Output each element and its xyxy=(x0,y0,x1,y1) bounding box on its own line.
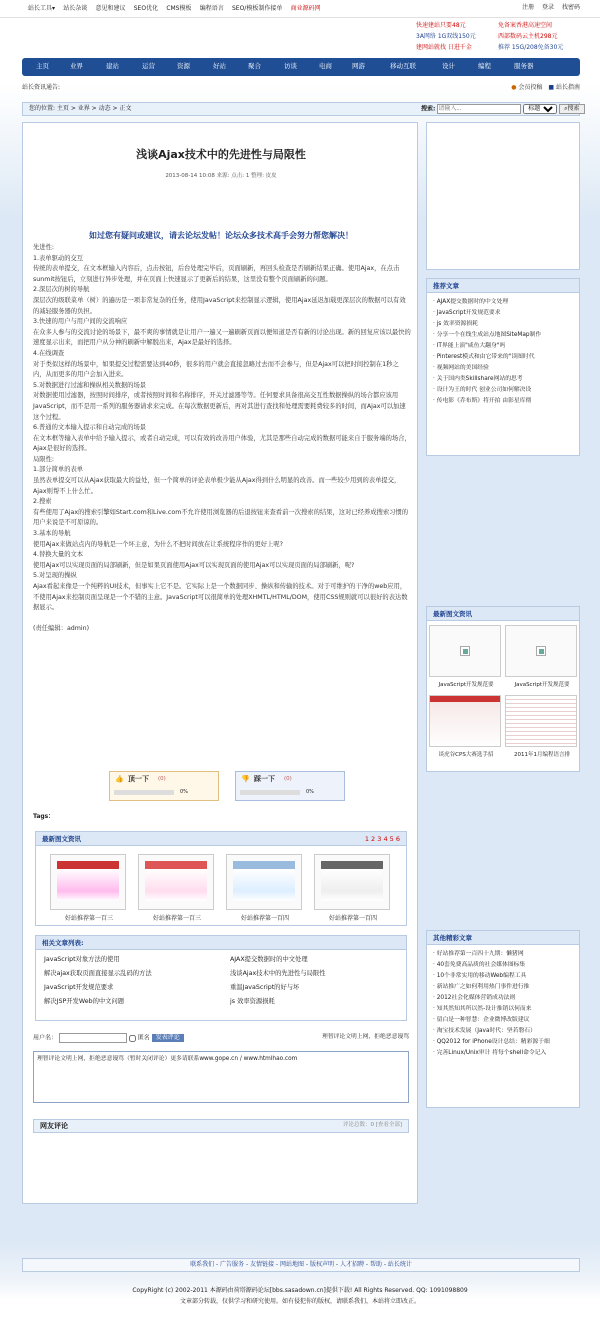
net-comments-bar xyxy=(33,1119,409,1133)
related-item[interactable]: 解决JSP开发Web的中文问题 xyxy=(44,998,125,1005)
vote-up-bar xyxy=(114,790,174,795)
side-thumbnail[interactable] xyxy=(505,625,577,688)
more-articles-header: 其他精彩文章 xyxy=(427,931,579,945)
related-item[interactable]: AJAX提交数据时的中文处理 xyxy=(230,956,308,963)
thumbnail[interactable] xyxy=(50,854,126,922)
vote-down-percent: 0% xyxy=(306,789,314,795)
article-paragraph: 深层次的级联菜单（树）的遍历是一项非常复杂的任务，使用JavaScript来控制显示逻辑，使用Ajax延迟加载更深层次的数据可以有效的减轻服务器的负担。 xyxy=(33,296,406,315)
article-paragraph: 先进性: xyxy=(33,244,55,251)
recommend-list xyxy=(427,293,579,411)
latest-pics-header xyxy=(36,832,406,846)
more-article-item[interactable]: · 知其然知其所以然-设计推销以何而来 xyxy=(433,1004,573,1015)
article-paragraph: 2.搜索 xyxy=(33,498,52,506)
ad-link[interactable]: 推荐 15G/208免备30元 xyxy=(498,44,564,51)
footer-links[interactable]: 联系我们 - 广告服务 - 友情链接 - 网站地图 - 版权声明 - 人才招聘 - 帮助 - 站长统计 xyxy=(22,1258,580,1272)
recommend-item[interactable]: · 设计为王的时代 创业公司如何解决设 xyxy=(433,385,573,396)
article-paragraph: 虽然表单提交可以从Ajax获取最大的益处，但一个简单的评论表单极少能从Ajax得到什么明显的改善。而一些较少用到的表单提交，Ajax则帮不上什么忙。 xyxy=(33,477,401,495)
article-paragraph: 3.基本的导航 xyxy=(33,530,71,538)
search-type-select[interactable] xyxy=(523,104,557,114)
forgot-password-link[interactable]: 找密码 xyxy=(561,4,580,11)
article-paragraph: (责任编辑：admin) xyxy=(33,624,90,632)
side-thumbnail-caption[interactable]: JavaScript开发规范要 xyxy=(438,682,494,688)
article-paragraph: 传统的表单提交，在文本框输入内容后，点击按钮，后台处理完毕后，页面刷新，再回头检查是否刷新结果正确。使用Ajax，在点击sunmit按钮后，立刻进行异步处理，并在页面上快速显示了更新后的结果，这里没有整个页面刷新的问题。 xyxy=(33,265,400,283)
nav-item[interactable]: 聚合 xyxy=(248,62,261,70)
search-form xyxy=(421,104,585,114)
submit-comment-button[interactable]: 发表评论 xyxy=(152,1034,184,1042)
nav-item[interactable]: 好站 xyxy=(213,62,226,70)
vote-up-percent: 0% xyxy=(180,789,188,795)
related-item[interactable]: 浅谈Ajax技术中的先进性与局限性 xyxy=(230,970,326,977)
search-input[interactable] xyxy=(437,104,521,114)
top-link[interactable]: 编程语言 xyxy=(199,5,224,12)
recommend-item[interactable]: · js 效率资源损耗 xyxy=(433,319,573,330)
article-paragraph: 局限性: xyxy=(33,455,55,463)
thumbnail-caption[interactable]: 好站推荐第一百三 xyxy=(64,915,113,922)
recommend-item[interactable]: · 分享一个在线生成站点地图SiteMap制作 xyxy=(433,330,573,341)
article-paragraph: 1.部分简单的表单 xyxy=(33,466,84,474)
article-paragraph: 在众多人参与的交流讨论的场景下，最不爽的事情就是让用户一遍又一遍刷新页面以便知道是否有新的讨论出现。新的回复应该以最快的速度显示出来，而把用户从分神的刷新中解脱出来，Ajax是最好的选择。 xyxy=(33,328,411,347)
broken-image-icon xyxy=(460,646,470,656)
thumbnail[interactable] xyxy=(314,854,390,922)
breadcrumb-bar xyxy=(22,102,580,116)
nav-item[interactable]: 运营 xyxy=(142,62,155,70)
article-paragraph: 使用Ajax可以实现页面的局部刷新，但是如果页面使用Ajax可以实现页面的使用Ajax可以实现页面的局部刷新，呢? xyxy=(33,561,355,569)
side-pics-header: 最新图文资讯 xyxy=(427,607,579,621)
article-paragraph: 4.在线调查 xyxy=(33,349,65,357)
related-item[interactable]: 重温JavaScript的好与坏 xyxy=(230,984,300,991)
nav-item[interactable]: 网游 xyxy=(352,62,365,70)
nav-item[interactable]: 电商 xyxy=(319,62,332,70)
recommend-item[interactable]: · 传电影《乔布斯》将开拍 由影星库彻 xyxy=(433,396,573,407)
related-item[interactable]: 解决ajax获取页面直接显示乱码的方法 xyxy=(44,970,152,977)
more-article-item[interactable]: · 新站推广之如何利用热门事件进行推 xyxy=(433,982,573,993)
recommend-item[interactable]: · IT界能上演"咸鱼大翻身"吗 xyxy=(433,341,573,352)
vote-up-label: 顶一下 xyxy=(128,775,149,783)
net-comments-title: 网友评论 xyxy=(40,1122,68,1130)
article-body xyxy=(33,243,411,634)
side-thumbnail[interactable] xyxy=(429,695,501,758)
register-link[interactable]: 注册 xyxy=(522,4,535,11)
ad-links xyxy=(414,20,580,54)
top-bar xyxy=(0,0,600,18)
side-thumbnail[interactable] xyxy=(429,625,501,688)
thumbnail[interactable] xyxy=(226,854,302,922)
side-thumbnail-caption[interactable]: JavaScript开发规范要 xyxy=(514,682,570,688)
thumbnail[interactable] xyxy=(138,854,214,922)
ad-link[interactable]: 快速建站只要48元 xyxy=(416,22,466,29)
thumb-down-icon: 👎 xyxy=(241,775,250,783)
side-thumbnail-caption[interactable]: 2011年1月编程语言排 xyxy=(514,752,570,758)
ad-link[interactable]: 建网站就找 日进千金 xyxy=(416,44,472,51)
top-link[interactable]: SEO优化 xyxy=(133,5,159,12)
more-article-item[interactable]: · 40套免费高品质的社会媒体图标集 xyxy=(433,960,573,971)
more-article-item[interactable]: · 好站推荐第一百四十九期：懒猪网 xyxy=(433,949,573,960)
nav-item[interactable]: 主页 xyxy=(36,62,49,70)
welcome-right xyxy=(511,84,580,92)
nav-item[interactable]: 移动互联 xyxy=(390,62,416,70)
article-panel xyxy=(22,122,418,1204)
article-paragraph: 在文本框等输入表单中给予输入提示，或者自动完成，可以有效的改善用户体验，尤其是那些自动完成的数据可能来自于服务端的场合，Ajax是很好的选择。 xyxy=(33,434,411,453)
article-paragraph: Ajax看起来像是一个纯粹的UI技术，但事实上它不是。它实际上是一个数据同步、操纵和传输的技术。对于可维护的干净的web应用，不使用Ajax来控制页面呈现是一个不错的主意。JavaScript可以很简单的处理XHMTL/HTML/DOM，使用CSS规则就可以很好的表达数据显示。 xyxy=(33,583,408,612)
related-item[interactable]: js 效率资源损耗 xyxy=(230,998,275,1005)
nav-item[interactable]: 访谈 xyxy=(284,62,297,70)
latest-pics-title: 最新图文资讯 xyxy=(42,835,81,843)
vote-down-count: (0) xyxy=(284,776,292,782)
related-item[interactable]: JavaScript开发规范要求 xyxy=(44,984,114,991)
more-article-item[interactable]: · QQ2012 for iPhone设计总结：精彩源于细 xyxy=(433,1037,573,1048)
recommend-header: 推荐文章 xyxy=(427,279,579,293)
comment-section xyxy=(33,1033,409,1130)
recommend-item[interactable]: · JavaScript开发规范要求 xyxy=(433,308,573,319)
top-link[interactable]: 站长工具▾ xyxy=(28,5,56,12)
more-article-item[interactable]: · 完善Linux/Unix审计 将每个shell命令记入 xyxy=(433,1048,573,1059)
guide-icon: ■ xyxy=(548,84,555,91)
side-thumbnail-caption[interactable]: 谈虎谷CPS大赛选手招 xyxy=(438,752,494,758)
top-link[interactable]: CMS模板 xyxy=(166,5,192,12)
thumbnail-caption[interactable]: 好站推荐第一百三 xyxy=(152,915,201,922)
more-articles-list xyxy=(427,945,579,1063)
nav-item[interactable]: 建站 xyxy=(106,62,119,70)
account-links xyxy=(516,4,580,12)
top-link[interactable]: 意见和建议 xyxy=(95,5,126,12)
sidebar-ad xyxy=(426,122,580,270)
broken-image-icon xyxy=(536,646,546,656)
article-paragraph: 6.普通的文本输入提示和自动完成的场景 xyxy=(33,424,147,432)
nav-item[interactable]: 业界 xyxy=(70,62,83,70)
recommend-item[interactable]: · 视频网站的美国经验 xyxy=(433,363,573,374)
vote-down-label: 踩一下 xyxy=(254,775,275,783)
top-link[interactable]: SEO/模板制作接单 xyxy=(231,5,283,12)
vote-up-box[interactable] xyxy=(109,771,219,801)
ad-link[interactable]: 免备案香港高速空间 xyxy=(498,22,553,29)
login-link[interactable]: 登录 xyxy=(542,4,555,11)
article-meta: 2013-08-14 10:08 来源: 点击: 1 整理: 皮皮 xyxy=(165,173,277,179)
user-icon: ● xyxy=(511,84,517,91)
search-icon: ⌕ xyxy=(564,105,568,112)
more-article-item[interactable]: · 留白是一种智慧：企业微博改版建议 xyxy=(433,1015,573,1026)
related-header: 相关文章列表: xyxy=(36,936,406,950)
main-nav xyxy=(22,58,580,76)
username-label: 用户名： xyxy=(33,1034,58,1042)
side-thumbnail[interactable] xyxy=(505,695,577,758)
tags-label: Tags： xyxy=(33,813,55,820)
more-articles-box xyxy=(426,930,580,1108)
article-paragraph: 5.对呈现的操纵 xyxy=(33,572,77,580)
article-paragraph: 4.替换大量的文本 xyxy=(33,551,84,559)
search-button[interactable]: ⌕搜索 xyxy=(559,104,584,114)
article-paragraph: 2.深层次的树的导航 xyxy=(33,286,90,294)
latest-pics-box xyxy=(35,831,407,926)
vote-up-count: (0) xyxy=(158,776,166,782)
webmaster-guide-link[interactable]: 站长指南 xyxy=(555,84,580,91)
thumbnail-caption[interactable]: 好站推荐第一百四 xyxy=(240,915,289,922)
breadcrumb[interactable]: 您的位置: 主页 > 业界 > 动态 > 正文 xyxy=(29,105,132,112)
ad-link[interactable]: 西部数码云主机298元 xyxy=(498,33,558,40)
promo-link[interactable]: 商业源码网 xyxy=(290,5,321,12)
comment-count[interactable]: 评论总数：0 [查看全部] xyxy=(342,1122,402,1128)
vote-down-box[interactable] xyxy=(235,771,345,801)
article-paragraph: 使用Ajax来做站点内的导航是一个坏主意，为什么不把时间放在让系统程序作的更好上呢? xyxy=(33,540,283,548)
copyright-text: CopyRight (c) 2002-2011 本源码由荷塔源码论坛[bbs.sasadown.cn]提供下载! All Rights Reserved. QQ: 1091098809 xyxy=(132,1287,468,1294)
top-link[interactable]: 站长杂谈 xyxy=(63,5,88,12)
recommend-item[interactable]: · Pinterest模式和由它带来的"读图时代 xyxy=(433,352,573,363)
recommend-box xyxy=(426,278,580,456)
submit-article-link[interactable]: 会员投稿 xyxy=(518,84,543,91)
ad-link[interactable]: 3A网络 1G双线150元 xyxy=(416,33,476,40)
forum-notice: 如过您有疑问或建议，请去论坛发帖！论坛众多技术高手会努力帮您解决！ xyxy=(89,231,353,240)
side-pics-box xyxy=(426,606,580,772)
nav-item[interactable]: 设计 xyxy=(442,62,455,70)
thumb-up-icon: 👍 xyxy=(115,775,124,783)
article-paragraph: 1.表单驱动的交互 xyxy=(33,254,84,262)
article-paragraph: 有些使用了Ajax的搜索引擎如Start.com和Live.com不允许使用浏览器的后退按钮来查看前一次搜索的结果，这对已经养成搜索习惯的用户来说是不可原谅的。 xyxy=(33,508,409,527)
more-article-item[interactable]: · 2012社会化媒体营销成功法则 xyxy=(433,993,573,1004)
copyright-notice: 文章部分转载，仅供学习和研究使用。如有侵犯你的版权，请联系我们，本站将立即改正。 xyxy=(179,1298,420,1305)
search-label: 搜索: xyxy=(421,105,436,113)
welcome-notice: 站长资讯通告: xyxy=(22,84,61,91)
pagination[interactable]: 1 2 3 4 5 6 xyxy=(364,835,400,843)
nav-item[interactable]: 服务器 xyxy=(514,62,534,70)
more-article-item[interactable]: · 10个非常实用的移动Web编程工具 xyxy=(433,971,573,982)
article-paragraph: 对于类似这样的场景中，如果提交过程需要达到40秒，很多的用户就会直接忽略过去而不会参与，但是Ajax可以把时间控制在1秒之内，从而更多的用户会加入进来。 xyxy=(33,360,399,379)
article-paragraph: 5.对数据进行过滤和操纵相关数据的场景 xyxy=(33,381,147,389)
anonymous-label: 匿名 xyxy=(137,1034,150,1042)
related-item[interactable]: JavaScript对象方法的使用 xyxy=(44,956,120,963)
article-title: 浅谈Ajax技术中的先进性与局限性 xyxy=(136,148,306,161)
username-input[interactable] xyxy=(59,1033,127,1043)
comment-textarea[interactable]: 理智评论文明上网，拒绝恶意谩骂（暂时关闭评论）更多请联系www.gope.cn / www.htmlhao.com xyxy=(33,1051,409,1103)
recommend-item[interactable]: · AJAX提交数据时的中文处理 xyxy=(433,297,573,308)
article-paragraph: 3.快速的用户与用户间的交流响应 xyxy=(33,318,128,326)
vote-down-bar xyxy=(240,790,300,795)
anonymous-checkbox[interactable] xyxy=(129,1035,136,1042)
nav-item[interactable]: 编程 xyxy=(478,62,491,70)
recommend-item[interactable]: · 关于国内类Skillshare网站的思考 xyxy=(433,374,573,385)
thumbnail-caption[interactable]: 好站推荐第一百四 xyxy=(328,915,377,922)
related-articles xyxy=(35,935,407,1021)
nav-item[interactable]: 资源 xyxy=(177,62,190,70)
more-article-item[interactable]: · 淘宝技术发展（Java时代：坚若磐石） xyxy=(433,1026,573,1037)
article-paragraph xyxy=(33,614,411,624)
top-links xyxy=(28,4,327,14)
article-paragraph: 对数据使用过滤器，按照时间排序，或者按照时间和名称排序，开关过滤器等等。任何要求具备很高交互性数据操纵的场合都应该用JavaScript，而不是用一系列的服务器请求来完成。在每次数据更新后，再对其进行查找和处理需要耗费较多的时间，而Ajax可以加速这个过程。 xyxy=(33,392,406,421)
comment-hint: 理智评论文明上网，拒绝恶意谩骂 xyxy=(322,1034,409,1040)
footer-copyright xyxy=(0,1285,600,1307)
